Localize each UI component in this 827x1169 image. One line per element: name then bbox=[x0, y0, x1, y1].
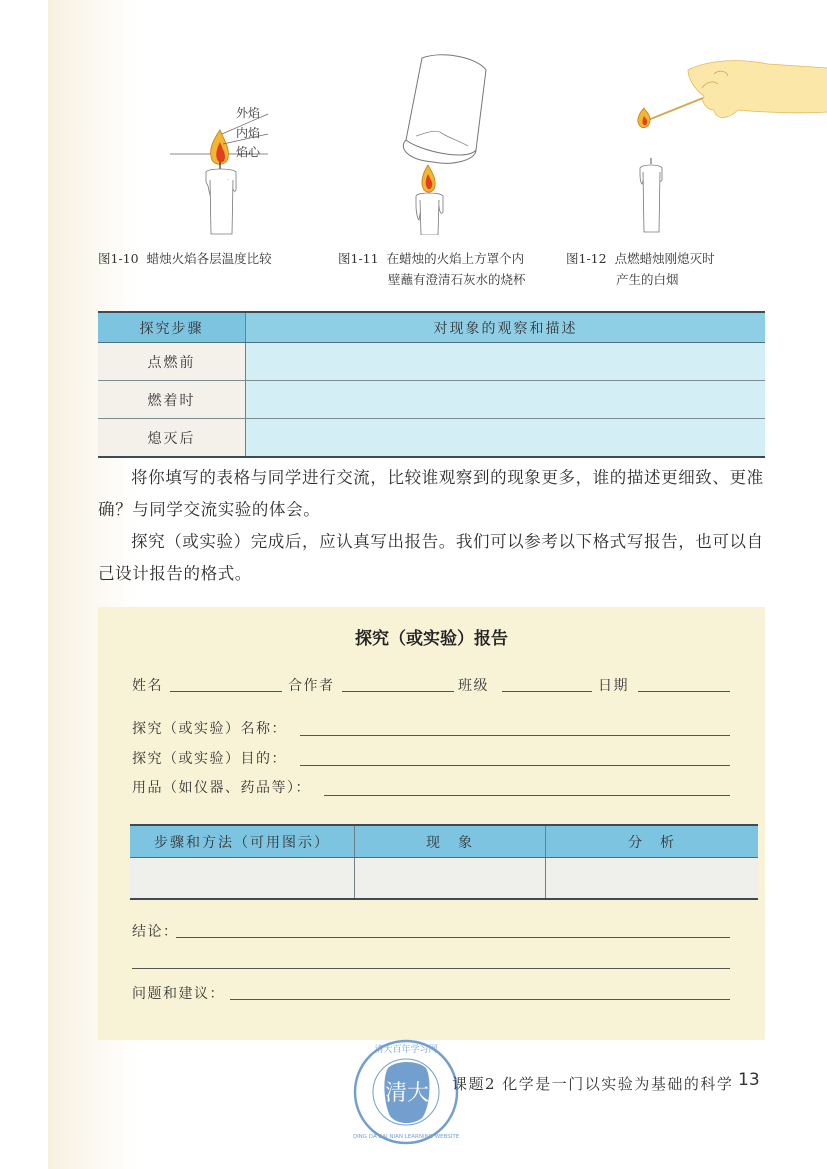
suggestion-field[interactable] bbox=[230, 999, 730, 1000]
label-outer-flame: 外焰 bbox=[236, 106, 261, 120]
watermark-bottom-text: QING DA BAI NIAN LEARNING WEBSITE bbox=[352, 1134, 460, 1140]
experiment-name-label: 探究（或实验）名称： bbox=[132, 721, 287, 737]
column-header: 分 析 bbox=[546, 825, 759, 858]
column-header: 对现象的观察和描述 bbox=[246, 312, 766, 343]
phenomenon-cell[interactable] bbox=[355, 858, 546, 900]
label-inner-flame: 内焰 bbox=[236, 126, 261, 140]
candle-with-beaker-illustration bbox=[388, 50, 508, 235]
table-header-row bbox=[98, 312, 765, 343]
observation-table bbox=[98, 311, 765, 458]
experiment-name-field[interactable] bbox=[300, 735, 730, 736]
suggestion-label: 问题和建议： bbox=[132, 986, 225, 1002]
materials-field[interactable] bbox=[324, 795, 730, 796]
page-number: 13 bbox=[738, 1070, 760, 1090]
column-header: 探究步骤 bbox=[98, 312, 246, 343]
report-title: 探究（或实验）报告 bbox=[355, 629, 508, 649]
experiment-purpose-field[interactable] bbox=[300, 765, 730, 766]
class-label: 班级 bbox=[458, 678, 489, 694]
materials-label: 用品（如仪器、药品等）： bbox=[132, 780, 311, 796]
class-field[interactable] bbox=[502, 691, 592, 692]
date-field[interactable] bbox=[638, 691, 730, 692]
figure-caption: 图1-10 蜡烛火焰各层温度比较 bbox=[98, 251, 272, 266]
observation-cell[interactable] bbox=[246, 343, 766, 381]
figure-caption: 图1-12 点燃蜡烛刚熄灭时 产生的白烟 bbox=[566, 251, 715, 287]
conclusion-field[interactable] bbox=[176, 937, 730, 938]
watermark-top-text: 清大百年学习网 bbox=[374, 1045, 438, 1055]
conclusion-field-line2[interactable] bbox=[132, 968, 730, 969]
steps-cell[interactable] bbox=[130, 858, 355, 900]
experiment-purpose-label: 探究（或实验）目的： bbox=[132, 751, 287, 767]
watermark-logo bbox=[352, 1038, 460, 1146]
observation-cell[interactable] bbox=[246, 381, 766, 419]
candle-flame-layers-illustration bbox=[158, 110, 298, 235]
body-paragraph: 将你填写的表格与同学进行交流，比较谁观察到的现象更多，谁的描述更细致、更准确？与同学交流实验的体会。 bbox=[98, 468, 764, 519]
label-flame-core: 焰心 bbox=[236, 145, 261, 159]
watermark-center-text: 清大 bbox=[384, 1081, 430, 1106]
partner-field[interactable] bbox=[342, 691, 454, 692]
figure-caption: 图1-11 在蜡烛的火焰上方罩个内 壁蘸有澄清石灰水的烧杯 bbox=[338, 251, 526, 287]
name-field[interactable] bbox=[170, 691, 282, 692]
extinguished-candle-match-illustration bbox=[588, 50, 827, 235]
name-label: 姓名 bbox=[132, 678, 163, 694]
step-cell: 熄灭后 bbox=[98, 419, 246, 458]
observation-cell[interactable] bbox=[246, 419, 766, 458]
analysis-cell[interactable] bbox=[546, 858, 759, 900]
step-cell: 点燃前 bbox=[98, 343, 246, 381]
table-header-row bbox=[130, 825, 758, 858]
table-row bbox=[130, 858, 758, 900]
table-row bbox=[98, 381, 765, 419]
column-header: 现 象 bbox=[355, 825, 546, 858]
partner-label: 合作者 bbox=[288, 678, 335, 694]
table-row bbox=[98, 419, 765, 458]
body-paragraph: 探究（或实验）完成后，应认真写出报告。我们可以参考以下格式写报告，也可以自己设计报告的格式。 bbox=[98, 532, 764, 583]
date-label: 日期 bbox=[598, 678, 629, 694]
chapter-footer: 课题2 化学是一门以实验为基础的科学 bbox=[452, 1075, 734, 1093]
conclusion-label: 结论： bbox=[132, 924, 179, 940]
step-cell: 燃着时 bbox=[98, 381, 246, 419]
report-steps-table bbox=[130, 824, 758, 900]
column-header: 步骤和方法（可用图示） bbox=[130, 825, 355, 858]
table-row bbox=[98, 343, 765, 381]
